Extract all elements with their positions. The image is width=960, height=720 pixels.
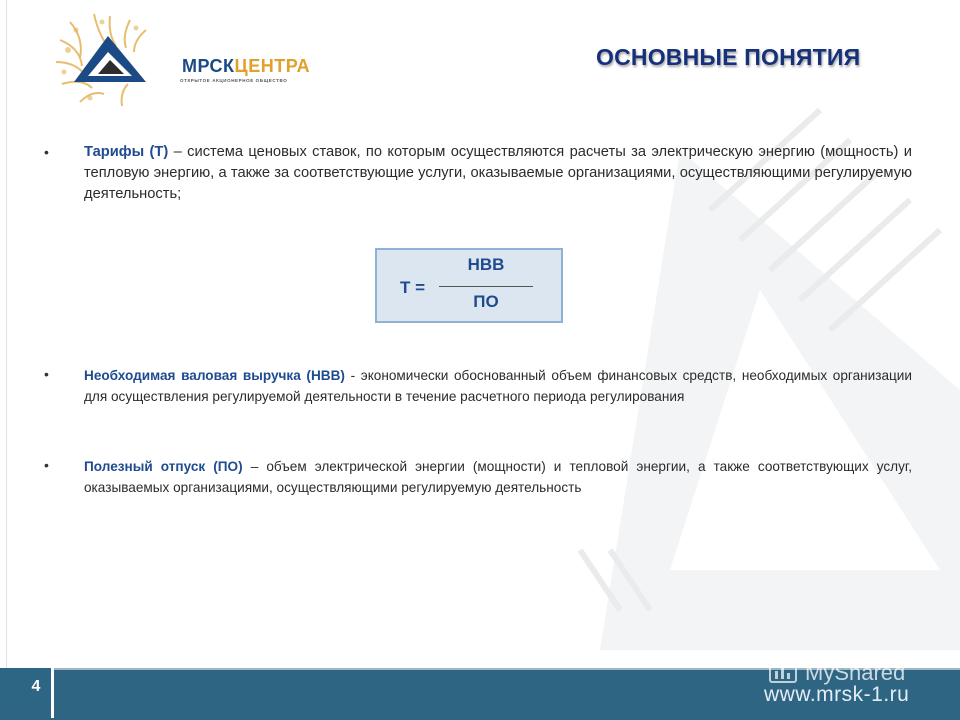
tariff-formula: [375, 248, 563, 323]
definition-gross-revenue: [84, 365, 912, 407]
definition-useful-supply: [84, 456, 912, 498]
term-label: Тарифы (Т): [84, 144, 169, 160]
logo-name: МРСКЦЕНТРА: [182, 56, 311, 76]
left-border-line: [6, 0, 7, 668]
company-logo: [50, 10, 311, 110]
website-url[interactable]: www.mrsk-1.ru: [764, 683, 910, 706]
slide-title: ОСНОВНЫЕ ПОНЯТИЯ: [596, 44, 861, 70]
fraction-bar: [439, 286, 533, 287]
formula-numerator: НВВ: [467, 255, 505, 274]
formula-denominator: ПО: [473, 292, 499, 311]
definition-text: – система ценовых ставок, по которым осуществляются расчеты за электрическую энергию (мощность) и тепловую энергию, а также за соответствующие услуги, оказываемые организациями, осуществляющими регулируемую деятельность;: [84, 144, 912, 202]
term-label: Необходимая валовая выручка (НВВ): [84, 368, 345, 383]
bullet-marker: •: [44, 457, 49, 473]
page-number: 4: [31, 678, 41, 695]
formula-lhs: Т =: [400, 278, 426, 297]
bullet-marker: •: [44, 366, 49, 382]
myshared-watermark-text: MyShared: [805, 660, 906, 685]
definition-text: - экономически обоснованный объем финансовых средств, необходимых организации для осуществления регулируемой деятельности в течение расчетного периода регулирования: [84, 368, 912, 404]
logo-subtitle: ОТКРЫТОЕ АКЦИОНЕРНОЕ ОБЩЕСТВО: [180, 78, 288, 83]
definition-tariffs: [84, 142, 912, 205]
bullet-marker: •: [44, 144, 49, 160]
definition-text: – объем электрической энергии (мощности) и тепловой энергии, а также соответствующих услуг, оказываемых организациями, осуществляющими регулируемую деятельность: [84, 459, 912, 495]
term-label: Полезный отпуск (ПО): [84, 459, 243, 474]
